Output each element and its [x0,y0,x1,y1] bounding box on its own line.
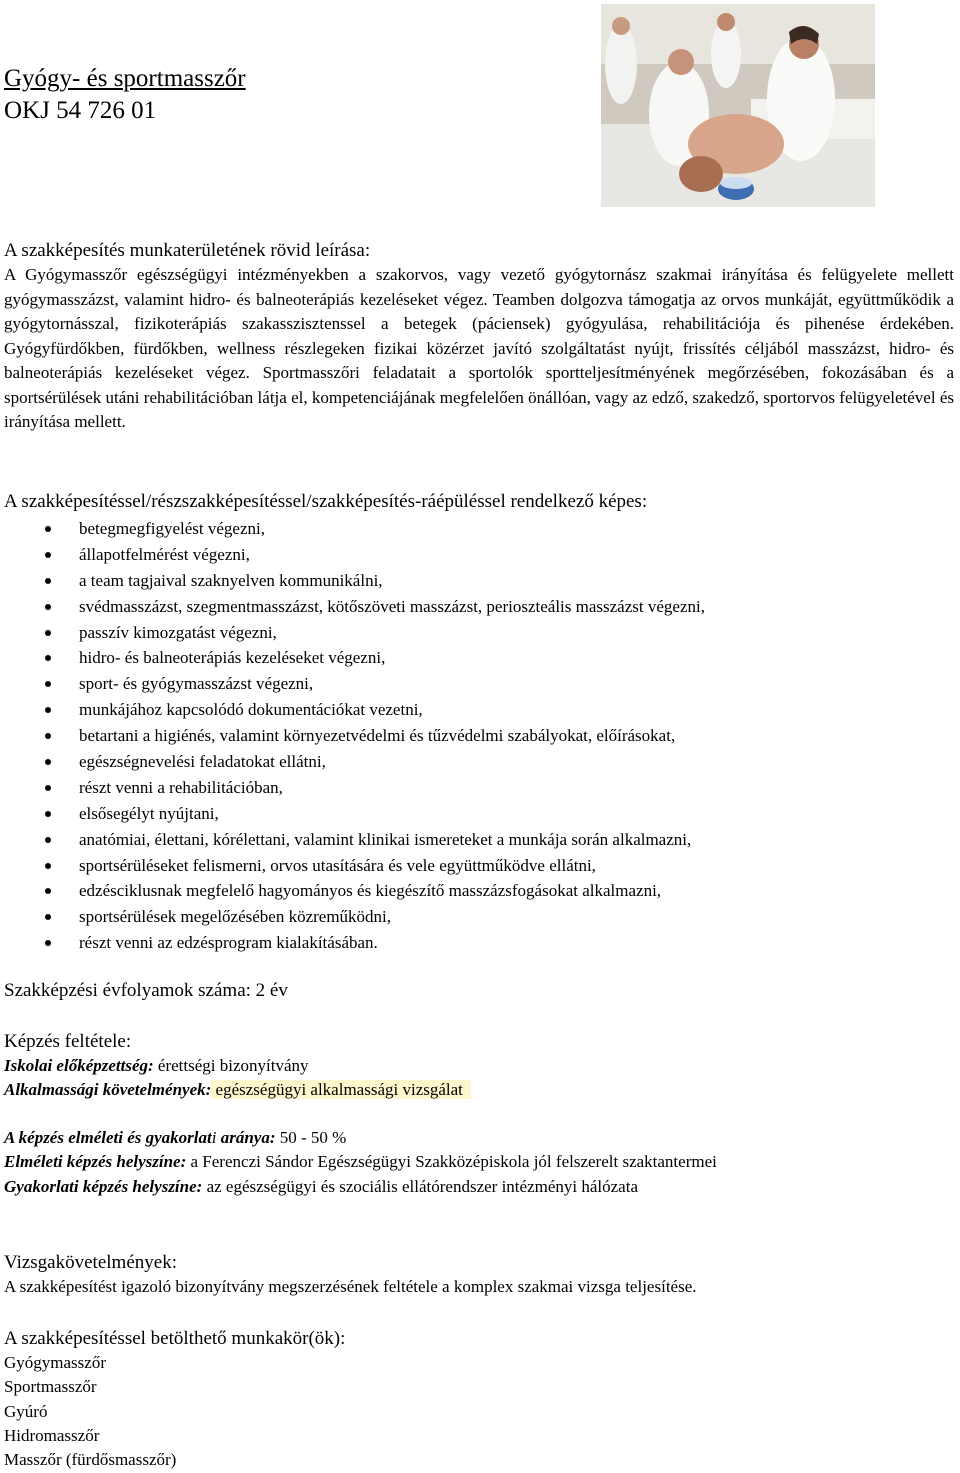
ratio-label-a: A képzés elméleti és gyakorlat [4,1128,212,1147]
jobs-section [4,1326,954,1472]
list-item: betegmegfigyelést végezni, [4,516,954,542]
ratio-row [4,1126,954,1150]
list-item: elsősegélyt nyújtani, [4,801,954,827]
list-item: passzív kimozgatást végezni, [4,620,954,646]
skills-list [4,516,954,956]
list-item: sportsérüléseket felismerni, orvos utasítására és vele együttműködve ellátni, [4,853,954,879]
list-item: részt venni a rehabilitációban, [4,775,954,801]
page-title: Gyógy- és sportmasszőr [4,65,246,92]
list-item: munkájához kapcsolódó dokumentációkat vezetni, [4,697,954,723]
theory-label: Elméleti képzés helyszíne: [4,1152,187,1172]
list-item: betartani a higiénés, valamint környezetvédelmi és tűzvédelmi szabályokat, előírásokat, [4,723,954,749]
list-item: állapotfelmérést végezni, [4,542,954,568]
description-section [4,238,954,435]
job-item: Hidromasszőr [4,1425,100,1445]
okj-code: OKJ 54 726 01 [4,97,157,124]
list-item: anatómiai, élettani, kórélettani, valamint klinikai ismereteket a munkája során alkalmazni, [4,827,954,853]
exam-section [4,1250,954,1299]
massage-training-photo [601,4,875,207]
job-item: Gyúró [4,1401,48,1421]
description-heading: A szakképesítés munkaterületének rövid leírása: [4,240,371,261]
job-item: Gyógymasszőr [4,1353,106,1372]
ratio-label-c: aránya: [216,1128,276,1147]
job-item: Masszőr (fürdősmasszőr) [4,1450,177,1470]
school-requirement [4,1054,954,1078]
conditions-section [4,1029,954,1103]
training-details [4,1126,954,1199]
practice-value: az egészségügyi és szociális ellátórendszer intézményi hálózata [202,1176,638,1196]
practice-label: Gyakorlati képzés helyszíne: [4,1176,203,1196]
list-item: edzésciklusnak megfelelő hagyományos és kiegészítő masszázsfogásokat alkalmazni, [4,878,954,904]
list-item: a team tagjaival szaknyelven kommunikálni, [4,568,954,594]
practice-location-row [4,1175,954,1199]
skills-section [4,489,954,956]
fitness-label: Alkalmassági követelmények: [4,1080,212,1100]
jobs-heading: A szakképesítéssel betölthető munkakör(ök): [4,1328,346,1349]
theory-location-row [4,1150,954,1174]
fitness-requirement [4,1078,954,1102]
job-item: Sportmasszőr [4,1377,97,1397]
list-item: sport- és gyógymasszázst végezni, [4,671,954,697]
list-item: svédmasszázst, szegmentmasszázst, kötőszöveti masszázst, perioszteális masszázst végezni, [4,594,954,620]
list-item: hidro- és balneoterápiás kezeléseket végezni, [4,645,954,671]
ratio-value: 50 - 50 % [275,1128,347,1147]
exam-heading: Vizsgakövetelmények: [4,1252,177,1273]
title-block [4,63,246,127]
exam-text: A szakképesítést igazoló bizonyítvány megszerzésének feltétele a komplex szakmai vizsga teljesítése. [4,1277,697,1296]
fitness-value: egészségügyi alkalmassági vizsgálat [211,1080,471,1099]
list-item: sportsérülések megelőzésében közreműködni, [4,904,954,930]
description-text: A Gyógymasszőr egészségügyi intézményekben a szakorvos, vagy vezető gyógytornász szakmai irányítása és felügyelete mellett gyógymasszázst, valamint hidro- és balneoterápiás kezeléseket végez. Teamben dolgozva támogatja az orvos munkáját, együttműködik a gyógytornásszal, fizikoterápiás szakasszisztenssel a betegek (páciensek) gyógyulása, rehabilitációja és pihenése érdekében. Gyógyfürdőkben, fürdőkben, wellness részlegeken fizikai közérzet javító szolgáltatást nyújt, frissítés céljából masszázst, hidro- és balneoterápiás kezeléseket végez. Sportmasszőri feladatait a sportolók sportteljesítményének megőrzésében, fokozásában és a sportsérülések utáni rehabilitációban látja el, kompetenciájának megfelelően önállóan, vagy az edző, szakedző, sportorvos felügyeletével és irányítása mellett. [4,265,954,431]
school-label: Iskolai előképzettség: [4,1056,154,1075]
photo-illustration-icon [601,4,875,207]
ratio-label-b: i [211,1128,217,1147]
list-item: részt venni az edzésprogram kialakításában. [4,930,954,956]
list-item: egészségnevelési feladatokat ellátni, [4,749,954,775]
theory-value: a Ferenczi Sándor Egészségügyi Szakközépiskola jól felszerelt szaktantermei [186,1152,717,1172]
school-value: érettségi bizonyítvány [153,1056,309,1075]
skills-heading: A szakképesítéssel/részszakképesítéssel/szakképesítés-ráépüléssel rendelkező képes: [4,491,648,512]
conditions-heading: Képzés feltétele: [4,1031,132,1052]
years-text: Szakképzési évfolyamok száma: 2 év [4,980,288,1001]
